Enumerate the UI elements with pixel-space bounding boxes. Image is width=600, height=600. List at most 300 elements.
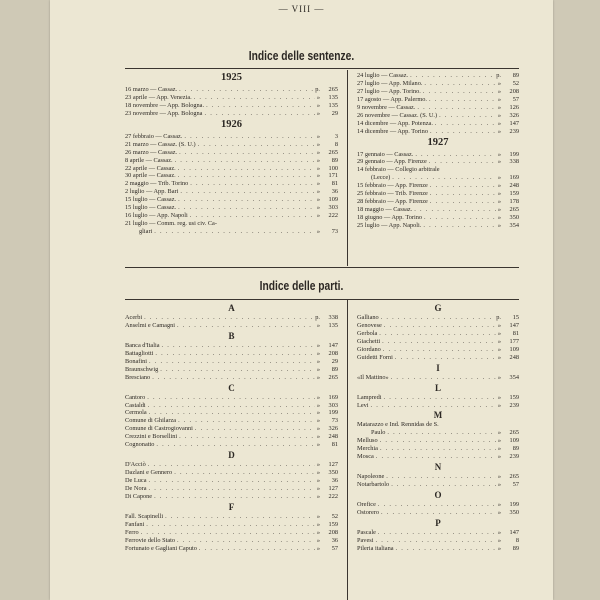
page-ref	[496, 338, 519, 346]
page-marker: »	[497, 453, 501, 461]
page-marker: »	[497, 481, 501, 489]
page-marker: »	[497, 528, 501, 536]
dot-leader	[147, 409, 315, 417]
letter-heading: C	[228, 382, 235, 393]
page-marker: »	[497, 445, 501, 453]
page-number-ref: 350	[328, 469, 338, 477]
page-ref	[315, 165, 338, 173]
page-marker: »	[497, 127, 501, 135]
entry-label: Napoleone	[357, 473, 385, 481]
dot-leader	[369, 402, 496, 410]
page-marker: »	[497, 158, 501, 166]
page-marker: »	[316, 469, 320, 477]
page-marker: »	[316, 188, 320, 196]
dot-leader	[408, 72, 494, 80]
page-ref	[315, 358, 338, 366]
entry-label: 8 aprile — Cassaz.	[125, 156, 173, 164]
entry-label: Acerbi	[125, 314, 143, 321]
page-marker: »	[316, 441, 320, 449]
page-number-ref: 57	[512, 95, 519, 103]
page-marker: »	[316, 164, 320, 172]
entry-label: Braunschwig	[125, 365, 159, 373]
dot-leader	[188, 180, 315, 188]
page-ref	[496, 437, 519, 445]
dot-leader	[152, 493, 315, 501]
index-entry	[125, 545, 338, 553]
index-entry	[125, 212, 338, 220]
page-number-ref: 100	[328, 164, 338, 172]
entry-label: Di Capone	[125, 492, 153, 500]
page-marker: »	[497, 119, 501, 127]
dot-leader	[421, 88, 496, 96]
page-marker: »	[316, 341, 320, 349]
page-marker: »	[316, 477, 320, 484]
page-number-ref: 169	[509, 174, 519, 182]
page-number-ref: 239	[509, 127, 519, 135]
page-marker: »	[316, 148, 320, 156]
parti-index-title: Indice delle parti.	[259, 279, 344, 293]
dot-leader	[152, 228, 315, 236]
page-marker: »	[497, 111, 501, 119]
index-entry	[357, 174, 519, 182]
page-ref	[496, 402, 519, 410]
page-number-ref: 52	[512, 79, 519, 87]
dot-leader	[376, 501, 496, 509]
entry-label: Matarazzo e Ind. Rennidas de S.	[357, 421, 439, 429]
index-entry	[125, 402, 338, 410]
page-marker: »	[316, 401, 320, 409]
page-ref	[496, 545, 519, 553]
letter-heading: O	[434, 490, 442, 500]
index-entry	[125, 314, 338, 322]
entry-label: Banca d'Italia	[125, 341, 160, 349]
sentenze-left-column	[125, 71, 338, 236]
page-marker: »	[316, 520, 320, 528]
dot-leader	[390, 174, 496, 182]
page-number-ref: 89	[331, 365, 338, 373]
sentenze-top-rule	[125, 68, 519, 69]
page-ref	[315, 196, 338, 204]
page-number-ref: 199	[328, 409, 338, 417]
index-entry	[357, 104, 519, 112]
dot-leader	[394, 545, 496, 553]
index-entry	[125, 521, 338, 529]
index-entry	[357, 501, 519, 509]
page-number-ref: 265	[328, 373, 338, 381]
page-number-ref: 57	[331, 544, 338, 552]
letter-heading: L	[434, 382, 441, 393]
index-entry	[125, 204, 338, 212]
page-marker: »	[316, 544, 320, 552]
page-number-ref: 8	[515, 536, 519, 544]
entry-label: 21 marzo — Cassaz. (S. U.)	[125, 140, 196, 148]
dot-leader	[176, 172, 315, 180]
index-entry	[125, 228, 338, 236]
page-number-ref: 248	[509, 182, 519, 190]
page-ref	[315, 133, 338, 141]
page-ref	[315, 461, 338, 469]
entry-label: gliari	[139, 228, 153, 235]
dot-leader	[428, 190, 496, 198]
page-ref	[315, 342, 338, 350]
index-entry	[357, 374, 519, 382]
letter-heading: A	[228, 303, 235, 313]
entry-label: 22 aprile — Cassaz.	[125, 164, 176, 172]
index-entry	[357, 529, 519, 537]
dot-leader	[433, 120, 496, 128]
page-ref	[315, 110, 338, 118]
dot-leader	[177, 86, 313, 94]
index-entry	[125, 220, 338, 228]
page-ref	[496, 128, 519, 136]
dot-leader	[145, 394, 315, 402]
letter-heading: P	[435, 517, 441, 528]
dot-leader	[376, 529, 496, 537]
letter-heading: I	[436, 362, 440, 373]
index-entry	[357, 128, 519, 136]
dot-leader	[176, 196, 315, 204]
page-number-ref: 29	[331, 357, 338, 365]
dot-leader	[381, 346, 496, 354]
page-number-ref: 265	[509, 473, 519, 481]
parti-left-column	[125, 302, 338, 553]
page-number-ref: 89	[512, 445, 519, 453]
index-entry	[125, 409, 338, 417]
index-entry	[125, 513, 338, 521]
page-number-ref: 303	[328, 204, 338, 212]
letter-heading: N	[434, 462, 442, 473]
entry-label: Mosca	[357, 453, 374, 461]
entry-label: 18 giugno — App. Torino	[357, 214, 423, 221]
page-ref	[496, 473, 519, 481]
entry-label: Giachetti	[357, 337, 381, 345]
page-ref	[496, 80, 519, 88]
letter-heading: G	[434, 303, 442, 313]
page-ref	[313, 86, 338, 94]
index-entry	[357, 214, 519, 222]
page-number-ref: 338	[509, 158, 519, 166]
page-number-ref: 248	[509, 353, 519, 361]
page-ref	[315, 204, 338, 212]
page-ref	[496, 151, 519, 159]
page-marker: »	[497, 214, 501, 221]
page-marker: p.	[315, 314, 320, 321]
page-marker: p.	[315, 86, 320, 93]
page-ref	[315, 529, 338, 537]
page-ref	[315, 493, 338, 501]
page-number-ref: 109	[509, 345, 519, 353]
entry-label: Ferrovie dello Stato	[125, 536, 176, 544]
page-number-ref: 36	[331, 477, 338, 484]
page-ref	[313, 314, 338, 322]
page-number-ref: 81	[331, 441, 338, 449]
page-marker: »	[316, 93, 320, 101]
page-ref	[315, 180, 338, 188]
entry-label: 29 gennaio — App. Firenze	[357, 158, 427, 166]
page-number-ref: 89	[331, 156, 338, 164]
dot-leader	[146, 461, 315, 469]
page-number-ref: 29	[331, 109, 338, 117]
page-ref	[494, 314, 519, 322]
page-marker: »	[316, 528, 320, 536]
page-ref	[496, 394, 519, 402]
page-ref	[315, 521, 338, 529]
index-entry	[357, 354, 519, 362]
dot-leader	[428, 198, 496, 206]
index-entry	[125, 172, 338, 180]
index-entry	[357, 72, 519, 80]
page-marker: »	[497, 373, 501, 381]
page-ref	[315, 537, 338, 545]
sentenze-column-divider	[347, 70, 348, 266]
page-ref	[496, 174, 519, 182]
index-entry	[125, 461, 338, 469]
dot-leader	[421, 222, 495, 230]
page-number-ref: 15	[512, 314, 519, 321]
index-entry	[357, 346, 519, 354]
page-number-ref: 208	[328, 528, 338, 536]
entry-label: Gerbola	[357, 329, 378, 337]
index-entry	[125, 157, 338, 165]
dot-leader	[163, 513, 315, 521]
page-marker: »	[497, 190, 501, 198]
index-entry	[357, 322, 519, 330]
dot-leader	[377, 330, 496, 338]
page-ref	[496, 501, 519, 509]
page-ref	[315, 409, 338, 417]
page-number-ref: 3	[334, 132, 338, 140]
index-entry	[125, 110, 338, 118]
index-entry	[357, 96, 519, 104]
dot-leader	[142, 314, 313, 322]
entry-label: 26 marzo — Cassaz.	[125, 148, 178, 156]
page-number-ref: 265	[509, 429, 519, 437]
entry-label: 9 novembre — Cassaz.	[357, 103, 416, 111]
page-ref	[315, 485, 338, 493]
page-ref	[315, 322, 338, 330]
index-entry	[357, 198, 519, 206]
page-number-ref: 159	[509, 190, 519, 198]
dot-leader	[147, 358, 315, 366]
page-number-ref: 159	[328, 520, 338, 528]
page-ref	[496, 96, 519, 104]
page-marker: »	[316, 212, 320, 220]
page-number-ref: 52	[331, 512, 338, 520]
page-number-ref: 350	[509, 214, 519, 221]
index-entry	[357, 437, 519, 445]
index-entry	[357, 158, 519, 166]
page-number-ref: 127	[328, 484, 338, 492]
dot-leader	[175, 322, 315, 330]
entry-label: Pileria italiana	[357, 544, 394, 552]
entry-label: 15 febbraio — App. Firenze	[357, 182, 428, 190]
page-marker: »	[316, 156, 320, 164]
dot-leader	[177, 149, 315, 157]
page-ref	[315, 469, 338, 477]
page-number-ref: 178	[509, 198, 519, 206]
index-entry	[357, 421, 519, 429]
entry-label: Fortunato e Gagliani Caputo	[125, 544, 197, 552]
entry-label: Giordano	[357, 345, 381, 353]
page-ref	[315, 433, 338, 441]
sentenze-bottom-rule	[125, 267, 519, 268]
dot-leader	[139, 529, 315, 537]
page-number-ref: 177	[509, 337, 519, 345]
dot-leader	[176, 165, 315, 173]
page-ref	[496, 190, 519, 198]
dot-leader	[393, 354, 496, 362]
page-number-ref: 208	[328, 349, 338, 357]
page-ref	[315, 402, 338, 410]
page-marker: »	[316, 365, 320, 373]
page-ref	[496, 322, 519, 330]
entry-label: Bresciano	[125, 373, 151, 381]
entry-label: Ostorero	[357, 508, 380, 516]
page-marker: »	[316, 433, 320, 441]
dot-leader	[175, 537, 315, 545]
page-ref	[315, 157, 338, 165]
dot-leader	[144, 521, 315, 529]
page-marker: »	[316, 109, 320, 117]
page-ref	[496, 537, 519, 545]
page-marker: »	[316, 512, 320, 520]
entry-label: 23 aprile — App. Venezia.	[125, 93, 192, 101]
index-entry	[125, 366, 338, 374]
page-marker: »	[497, 150, 501, 158]
letter-heading: M	[433, 410, 443, 421]
index-entry	[357, 394, 519, 402]
index-entry	[357, 166, 519, 174]
page-marker: »	[497, 429, 501, 437]
page-ref	[315, 141, 338, 149]
entry-label: Comune di Ghilarza	[125, 417, 177, 425]
page-number-ref: 81	[512, 329, 519, 337]
index-entry	[357, 545, 519, 553]
page-ref	[315, 477, 338, 485]
entry-label: 18 novembre — App. Bologna.	[125, 101, 205, 109]
page-ref	[315, 228, 338, 236]
index-entry	[125, 358, 338, 366]
page-ref	[496, 158, 519, 166]
page-ref	[315, 172, 338, 180]
index-entry	[357, 222, 519, 230]
entry-label: Crezzini e Borsellini	[125, 433, 178, 441]
page-number-ref: 169	[328, 393, 338, 401]
page-marker: »	[316, 321, 320, 329]
index-entry	[357, 80, 519, 88]
page-number-ref: 73	[331, 417, 338, 425]
page-number-ref: 147	[509, 119, 519, 127]
page-number-ref: 126	[509, 103, 519, 111]
index-entry	[357, 509, 519, 517]
dot-leader	[389, 481, 496, 489]
entry-label: Merchia	[357, 445, 378, 453]
page-ref	[496, 330, 519, 338]
page-number-ref: 89	[512, 72, 519, 79]
page-marker: »	[316, 228, 320, 235]
page-marker: »	[316, 492, 320, 500]
page-marker: »	[316, 132, 320, 140]
entry-label: 14 dicembre — App. Potenza.	[357, 119, 433, 127]
page-number-ref: 326	[328, 425, 338, 433]
dot-leader	[178, 188, 314, 196]
page-ref	[315, 188, 338, 196]
entry-label: Levi	[357, 401, 369, 409]
page-number-ref: 147	[328, 341, 338, 349]
index-entry	[125, 188, 338, 196]
page-marker: »	[497, 221, 501, 229]
page-number-ref: 36	[331, 188, 338, 196]
entry-label: 23 novembre — App. Bologna	[125, 109, 203, 117]
page-number-ref: 127	[328, 461, 338, 469]
entry-label: De Nora	[125, 484, 147, 492]
parti-top-rule	[125, 299, 519, 300]
dot-leader	[428, 128, 496, 136]
dot-leader	[427, 158, 496, 166]
year-heading: 1925	[221, 72, 242, 83]
dot-leader	[422, 80, 495, 88]
page-marker: »	[316, 101, 320, 109]
page-number-ref: 265	[509, 206, 519, 214]
page-marker: »	[497, 345, 501, 353]
entry-label: 27 luglio — App. Milano.	[357, 79, 423, 87]
page-ref	[494, 72, 519, 80]
index-entry	[125, 433, 338, 441]
page-ref	[496, 214, 519, 222]
entry-label: Fanfani	[125, 520, 145, 528]
letter-heading: F	[228, 501, 235, 512]
page-marker: p.	[496, 72, 501, 79]
page-number-ref: 338	[328, 314, 338, 321]
page-number-ref: 354	[509, 373, 519, 381]
index-entry	[357, 453, 519, 461]
page-marker: »	[497, 174, 501, 182]
entry-label: Comune di Castrogiovanni	[125, 425, 193, 433]
page-marker: »	[497, 329, 501, 337]
page-number-ref: 135	[328, 101, 338, 109]
index-entry	[125, 469, 338, 477]
page-number-ref: 239	[509, 453, 519, 461]
entry-label: «Il Mattino»	[357, 373, 389, 381]
dot-leader	[379, 509, 496, 517]
dot-leader	[188, 212, 315, 220]
index-entry	[125, 322, 338, 330]
entry-label: 28 febbraio — App. Firenze	[357, 198, 428, 206]
entry-label: Cermola	[125, 409, 147, 417]
dot-leader	[389, 374, 496, 382]
entry-label: Fall. Scapinelli	[125, 512, 164, 520]
dot-leader	[154, 441, 314, 449]
page-ref	[496, 206, 519, 214]
book-page	[50, 0, 553, 600]
index-entry	[125, 485, 338, 493]
dot-leader	[202, 110, 314, 118]
page-number-ref: 354	[509, 221, 519, 229]
page-ref	[496, 104, 519, 112]
entry-label: De Luca	[125, 477, 147, 484]
page-ref	[496, 429, 519, 437]
page-ref	[315, 212, 338, 220]
entry-label: Anselmi e Camagni	[125, 321, 176, 329]
dot-leader	[182, 133, 314, 141]
dot-leader	[378, 437, 496, 445]
dot-leader	[147, 477, 315, 485]
page-ref	[315, 374, 338, 382]
index-entry	[125, 86, 338, 94]
index-entry	[357, 88, 519, 96]
page-number-ref: 81	[331, 180, 338, 188]
dot-leader	[193, 425, 315, 433]
